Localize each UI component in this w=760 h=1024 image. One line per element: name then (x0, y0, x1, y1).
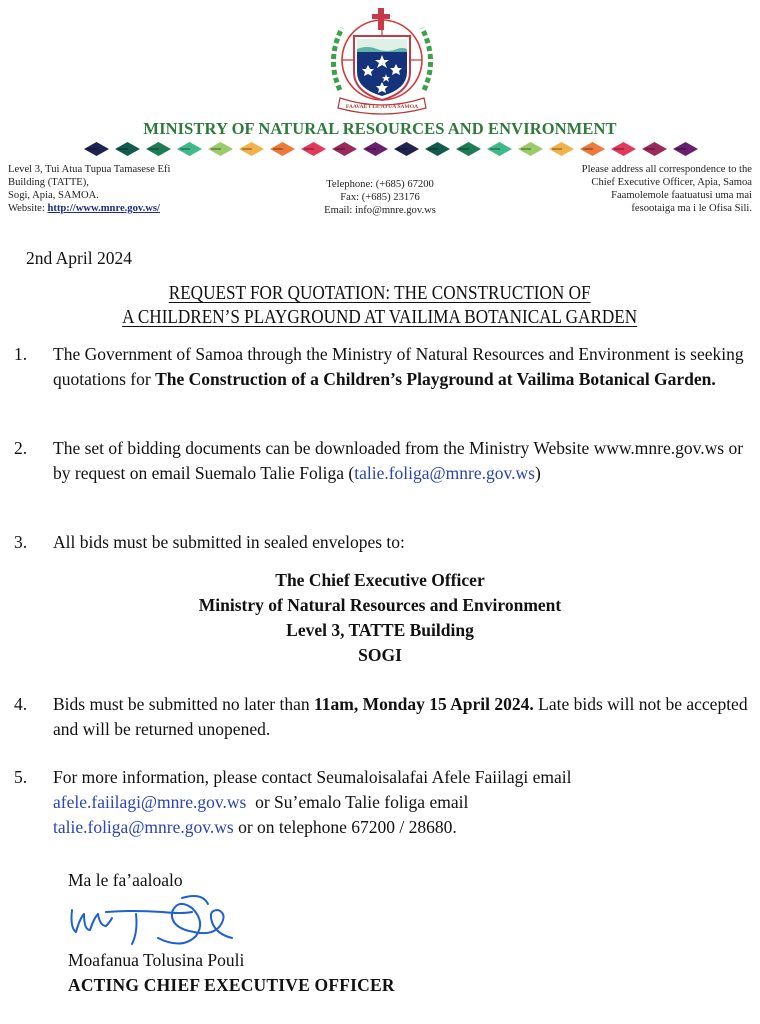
item-text: All bids must be submitted in sealed envelopes to: (53, 532, 405, 552)
item-text (53, 342, 749, 392)
decorative-diamond (394, 142, 419, 156)
item-text-regular: Bids must be submitted no later than (53, 694, 315, 714)
correspondence-line: Chief Executive Officer, Apia, Samoa (591, 177, 752, 188)
item-text-regular: The Government of Samoa through the Ministry of Natural Resources and Environment is seeking quotations for (53, 344, 744, 389)
item-text (53, 436, 749, 486)
item-text-regular: The set of bidding documents can be downloaded from the Ministry Website www.mnre.gov.ws or by request on email Suemalo Talie Foliga ( (53, 438, 744, 483)
decorative-diamond (425, 142, 450, 156)
deadline-text: 11am, Monday 15 April 2024. (314, 694, 534, 714)
item-number: 1. (14, 344, 28, 364)
letter-date: 2nd April 2024 (26, 248, 132, 268)
address-block-line: Level 3, TATTE Building (286, 620, 474, 640)
address-block-line: SOGI (358, 645, 402, 665)
motto-text: FAAVAE I LE ATUA SAMOA (345, 104, 419, 110)
signer-title: ACTING CHIEF EXECUTIVE OFFICER (68, 975, 395, 995)
website-line (8, 202, 268, 215)
decorative-diamond (611, 142, 636, 156)
decorative-diamond (580, 142, 605, 156)
decorative-diamond (301, 142, 326, 156)
signature-graphic (62, 888, 242, 954)
item-number: 3. (14, 532, 28, 552)
decorative-diamond (487, 142, 512, 156)
item-text (53, 765, 749, 840)
item-text (53, 692, 749, 742)
closing-salutation: Ma le fa’aaloalo (68, 870, 183, 890)
email-link[interactable]: talie.foliga@mnre.gov.ws (354, 463, 535, 483)
numbered-item (14, 342, 749, 392)
item-number: 4. (14, 694, 28, 714)
signature-stroke (106, 911, 192, 913)
decorative-diamond (363, 142, 388, 156)
decorative-diamond (270, 142, 295, 156)
decorative-diamond (146, 142, 171, 156)
olive-branch-right (422, 28, 431, 90)
address-block-line: The Chief Executive Officer (275, 570, 485, 590)
letterhead-correspondence-note (520, 163, 752, 215)
handwritten-signature (62, 888, 242, 954)
item-text-bold: The Construction of a Children’s Playground at Vailima Botanical Garden. (155, 369, 716, 389)
decorative-diamond-row (84, 142, 698, 158)
item-number: 2. (14, 438, 28, 458)
heading-line: REQUEST FOR QUOTATION: THE CONSTRUCTION OF (169, 283, 591, 304)
letterhead-address (8, 163, 268, 215)
samoa-coat-of-arms-emblem (322, 2, 442, 116)
decorative-diamond (518, 142, 543, 156)
correspondence-line: fesootaiga ma i le Ofisa Sili. (631, 203, 752, 214)
coat-of-arms-graphic (322, 2, 442, 116)
numbered-item (14, 530, 749, 555)
website-label: Website: (8, 203, 48, 214)
address-line: Building (TATTE), (8, 177, 89, 188)
website-link[interactable]: http://www.mnre.gov.ws/ (47, 203, 160, 214)
signature-stroke (182, 896, 208, 904)
item-text-regular: Late bids will not be accepted and will be returned unopened. (53, 694, 748, 739)
item-text-regular: ) (534, 463, 541, 483)
heading-line: A CHILDREN’S PLAYGROUND AT VAILIMA BOTANICAL GARDEN (122, 307, 638, 328)
decorative-diamond (177, 142, 202, 156)
correspondence-line: Faamolemole faatuatusi uma mai (611, 190, 752, 201)
email-link[interactable]: afele.faiilagi@mnre.gov.ws (53, 792, 247, 812)
signature-stroke (132, 914, 137, 944)
signature-stroke (72, 910, 113, 932)
item-text-regular: or on telephone 67200 / 28680. (233, 817, 457, 837)
decorative-diamond (115, 142, 140, 156)
address-line: Level 3, Tui Atua Tupua Tamasese Efi (8, 164, 171, 175)
email-text: Email: info@mnre.gov.ws (324, 205, 436, 216)
ministry-title: MINISTRY OF NATURAL RESOURCES AND ENVIRONMENT (143, 119, 617, 138)
decorative-diamond (456, 142, 481, 156)
decorative-diamond (673, 142, 698, 156)
correspondence-line: Please address all correspondence to the (581, 164, 752, 175)
decorative-diamond (642, 142, 667, 156)
fax-text: Fax: (+685) 23176 (340, 192, 420, 203)
signature-stroke (158, 904, 232, 944)
item-text-regular: For more information, please contact Seumaloisalafai Afele Faiilagi email (53, 767, 572, 787)
numbered-item (14, 765, 749, 840)
signer-name: Moafanua Tolusina Pouli (68, 950, 245, 970)
decorative-diamond (549, 142, 574, 156)
item-text-regular: or Su’emalo Talie foliga email (246, 792, 473, 812)
numbered-item (14, 436, 749, 486)
email-link[interactable]: talie.foliga@mnre.gov.ws (53, 817, 234, 837)
letterhead-contact (300, 178, 460, 217)
decorative-diamond (332, 142, 357, 156)
item-number: 5. (14, 767, 28, 787)
telephone-text: Telephone: (+685) 67200 (326, 179, 434, 190)
letter-heading (0, 282, 760, 330)
olive-branch-left (333, 28, 342, 90)
address-line: Sogi, Apia, SAMOA. (8, 190, 99, 201)
address-block-line: Ministry of Natural Resources and Environment (198, 595, 562, 615)
decorative-diamond (84, 142, 109, 156)
decorative-diamond (239, 142, 264, 156)
numbered-item (14, 692, 749, 742)
decorative-diamond (208, 142, 233, 156)
submission-address-block (0, 568, 760, 668)
cross-horizontal (372, 14, 390, 19)
